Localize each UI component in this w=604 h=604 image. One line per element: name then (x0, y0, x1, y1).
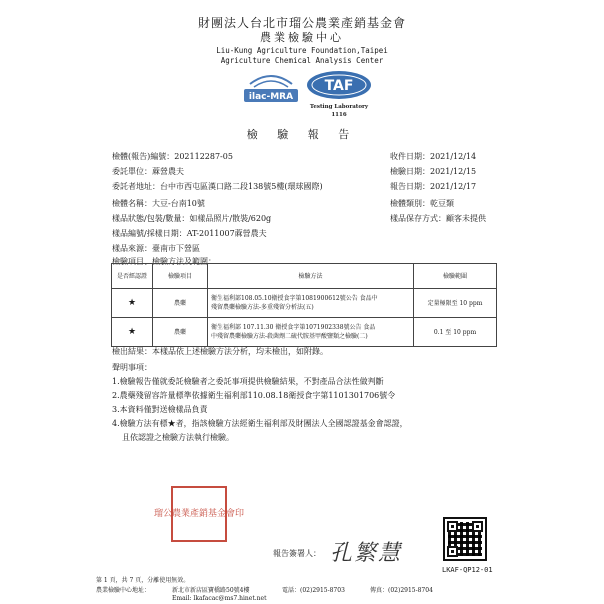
test-date: 檢驗日期：2021/12/15 (390, 167, 477, 176)
test-item: 農藥 (153, 289, 208, 318)
header-test-range: 檢驗範圍 (414, 264, 497, 289)
header-test-item: 檢驗項目 (153, 264, 208, 289)
form-code: LKAF-QP12-01 (442, 566, 493, 574)
test-range: 定量極限至 10 ppm (414, 289, 497, 318)
test-method (208, 289, 414, 318)
table-row (112, 318, 497, 347)
taf-logo-text: TAF (324, 78, 354, 94)
ilac-mra-logo (242, 70, 300, 112)
footer-tel: 電話：(02)2915-8703 (282, 587, 345, 594)
footer-address: 新北市新店區寶橋路50號4樓 (172, 587, 250, 594)
test-method-line: 殘留農藥檢驗方法-多重殘留分析法(五) (211, 304, 314, 311)
statement-item: 3.本資料僅對送檢樣品負責 (112, 405, 208, 414)
statement-item: 4.檢驗方法有標★者，指該檢驗方法經衛生福利部及財團法人全國認證基金會認證， (112, 419, 408, 428)
signature: 孔繁慧 (330, 541, 403, 566)
header-test-method: 檢驗方法 (208, 264, 414, 289)
storage-method: 樣品保存方式：顧客未提供 (390, 214, 486, 223)
statement-item: 2.農藥殘留容許量標準依據衛生福利部110.08.18衛授食字第1101301706號令 (112, 391, 396, 400)
footer-fax: 傳真：(02)2915-8704 (370, 587, 433, 594)
report-title: 檢 驗 報 告 (246, 128, 358, 141)
ilac-logo-text: ilac-MRA (248, 92, 294, 102)
test-item: 農藥 (153, 318, 208, 347)
client-name: 委託單位：蔴營農夫 (112, 167, 184, 176)
test-method-line: 衛生福利部108.05.10衛授食字第1081900612號公告 食品中 (211, 295, 378, 302)
section-title: 檢驗項目、檢驗方法及範圍： (112, 257, 216, 266)
test-range: 0.1 至 10 ppm (414, 318, 497, 347)
client-address: 委託者地址：台中市西屯區漢口路二段138號5樓(環球國際) (112, 182, 323, 191)
report-date: 報告日期：2021/12/17 (390, 182, 477, 191)
footer-email: Email: lkafacac@ms7.hinet.net (172, 595, 267, 602)
qr-finder (447, 521, 458, 532)
sample-condition: 樣品狀態/包裝/數量：如樣品照片/散裝/620g (112, 214, 272, 223)
sample-name: 檢體名稱：大豆-台南10號 (112, 199, 205, 208)
center-name-en: Agriculture Chemical Analysis Center (220, 56, 384, 65)
footer-page-info: 第 1 頁，共 7 頁，分離使用無效。 (96, 577, 190, 584)
header-accredited: 是否經認證 (112, 264, 153, 289)
sample-category: 檢體類別：乾豆類 (390, 199, 454, 208)
signer-label: 報告簽署人： (273, 549, 321, 558)
test-method-line: 衛生福利部 107.11.30 衛授食字第1071902338號公告 食品 (211, 324, 376, 331)
footer-center-label: 農業檢驗中心地址： (96, 587, 151, 594)
received-date: 收件日期：2021/12/14 (390, 152, 477, 161)
result-text: 檢出結果：本樣品依上述檢驗方法分析，均未檢出，如附錄。 (112, 347, 328, 356)
sample-source: 樣品來源：臺南市下營區 (112, 244, 200, 253)
official-seal-stamp: 瑠公農業產銷基金會印 (171, 486, 227, 542)
qr-finder (472, 521, 483, 532)
sample-number-date: 樣品編號/採樣日期：AT-2011007蔴營農夫 (112, 229, 267, 238)
statement-title: 聲明事項： (112, 363, 152, 372)
table-row (112, 289, 497, 318)
qr-code (443, 517, 487, 561)
statement-item: 且依認證之檢驗方法執行檢驗。 (122, 433, 234, 442)
test-method (208, 318, 414, 347)
taf-lab-label: Testing Laboratory (309, 104, 369, 110)
organization-name-zh: 財團法人台北市瑠公農業產銷基金會 (197, 16, 406, 30)
qr-finder (447, 546, 458, 557)
taf-logo (304, 66, 374, 122)
table-header-row (112, 264, 497, 289)
sample-report-number: 檢體(報告)編號：202112287-05 (112, 152, 233, 161)
taf-lab-number: 1116 (331, 112, 347, 118)
accredited-star: ★ (112, 289, 153, 318)
organization-name-en: Liu-Kung Agriculture Foundation,Taipei (216, 46, 388, 55)
test-method-line: 中殘留農藥檢驗方法-殺菌劑二硫代胺基甲酸鹽類之檢驗(二) (211, 333, 368, 340)
statement-item: 1.檢驗報告僅就委託檢驗者之委託事項提供檢驗結果，不對產品合法性做判斷 (112, 377, 384, 386)
center-name-zh: 農業檢驗中心 (260, 31, 344, 44)
accredited-star: ★ (112, 318, 153, 347)
test-items-table (111, 263, 497, 347)
